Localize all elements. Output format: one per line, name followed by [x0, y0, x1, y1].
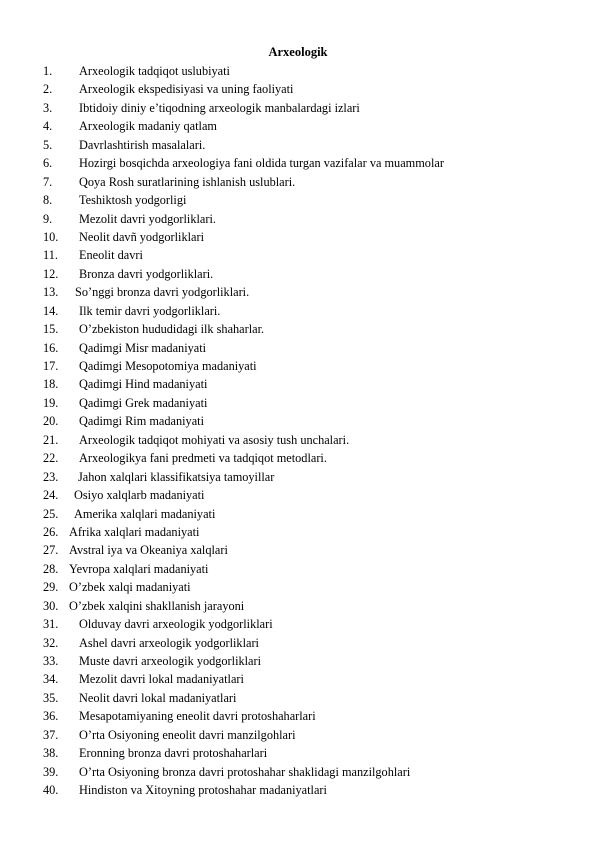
list-item-text: Mezolit davri lokal madaniyatlari — [79, 672, 244, 687]
list-item-text: Arxeologik tadqiqot mohiyati va asosiy tush unchalari. — [79, 432, 350, 447]
list-item — [43, 340, 563, 358]
list-item-number: 7. — [43, 174, 53, 189]
list-item — [43, 671, 563, 689]
list-item-number: 20. — [43, 414, 59, 429]
list-item-text: Muste davri arxeologik yodgorliklari — [79, 654, 262, 668]
list-item-text: Arxeologik tadqiqot uslubiyati — [79, 64, 230, 78]
list-item — [43, 469, 563, 487]
list-item — [43, 376, 563, 394]
list-item-number: 24. — [43, 488, 59, 503]
list-item-text: Arxeologikya fani predmeti va tadqiqot metodlari. — [79, 451, 327, 466]
list-item-number: 37. — [43, 727, 59, 742]
list-item — [43, 542, 563, 560]
list-item — [43, 579, 563, 597]
list-item — [43, 745, 563, 763]
list-item-text: Davrlashtirish masalalari. — [79, 137, 206, 152]
list-item — [43, 137, 563, 155]
list-item — [43, 229, 563, 247]
list-item-number: 11. — [43, 248, 58, 263]
list-item-text: O’rta Osiyoning eneolit davri manzilgohlari — [79, 727, 296, 742]
list-item-number: 18. — [43, 377, 59, 392]
list-item-text: Qadimgi Mesopotomiya madaniyati — [79, 359, 257, 373]
list-item-text: Qoya Rosh suratlarining ishlanish uslublari. — [79, 174, 296, 189]
list-item — [43, 708, 563, 726]
list-item — [43, 487, 563, 505]
list-item-number: 27. — [43, 543, 59, 558]
list-item-text: Qadimgi Misr madaniyati — [79, 340, 207, 355]
list-item — [43, 690, 563, 708]
list-item — [43, 395, 563, 413]
list-item-number: 15. — [43, 322, 59, 337]
list-item — [43, 616, 563, 634]
list-item — [43, 303, 563, 321]
list-item-number: 32. — [43, 635, 59, 650]
list-item-text: Bronza davri yodgorliklari. — [79, 266, 214, 281]
list-item-number: 21. — [43, 432, 59, 447]
list-item-number: 33. — [43, 654, 59, 668]
list-item-text: Mesapotamiyaning eneolit davri protoshaharlari — [79, 709, 316, 724]
list-item — [43, 782, 563, 800]
list-item-text: Hindiston va Xitoyning protoshahar madaniyatlari — [79, 783, 327, 798]
list-item-number: 9. — [43, 211, 53, 226]
list-item-text: So’nggi bronza davri yodgorliklari. — [75, 285, 250, 300]
list-item — [43, 81, 563, 99]
list-item-text: Ashel davri arxeologik yodgorliklari — [79, 635, 259, 650]
list-item-text: Neolit davñ yodgorliklari — [79, 229, 204, 244]
list-item-number: 31. — [43, 617, 59, 632]
list-item-number: 36. — [43, 709, 59, 724]
list-item — [43, 561, 563, 579]
list-item — [43, 506, 563, 524]
list-item — [43, 192, 563, 210]
list-item-text: O’rta Osiyoning bronza davri protoshahar shaklidagi manzilgohlari — [79, 764, 411, 779]
list-item-text: Avstral iya va Okeaniya xalqlari — [69, 543, 228, 558]
list-item-text: Qadimgi Grek madaniyati — [79, 395, 208, 410]
list-item-text: Mezolit davri yodgorliklari. — [79, 211, 216, 226]
list-item-text: Hozirgi bosqichda arxeologiya fani oldida turgan vazifalar va muammolar — [79, 156, 444, 171]
list-item — [43, 635, 563, 653]
list-item-text: Yevropa xalqlari madaniyati — [69, 561, 209, 576]
list-item-text: O’zbek xalqi madaniyati — [69, 580, 191, 595]
list-item-number: 34. — [43, 672, 59, 687]
list-item — [43, 284, 563, 302]
list-item-text: Osiyo xalqlarb madaniyati — [74, 488, 205, 503]
list-item-text: Neolit davri lokal madaniyatlari — [79, 690, 237, 705]
list-item — [43, 413, 563, 431]
list-item — [43, 155, 563, 173]
list-item-number: 29. — [43, 580, 59, 595]
list-item-number: 6. — [43, 156, 53, 171]
list-item-number: 2. — [43, 82, 53, 97]
list-item-text: Afrika xalqlari madaniyati — [69, 524, 200, 539]
list-item-number: 23. — [43, 469, 59, 484]
list-item-text: Qadimgi Rim madaniyati — [79, 414, 204, 429]
list-item-number: 39. — [43, 764, 59, 779]
list-item — [43, 266, 563, 284]
list-item — [43, 727, 563, 745]
list-item — [43, 63, 563, 81]
list-item-number: 4. — [43, 119, 53, 134]
list-item-text: Arxeologik ekspedisiyasi va uning faoliyati — [79, 82, 294, 97]
list-item-number: 22. — [43, 451, 59, 466]
list-item-text: Ilk temir davri yodgorliklari. — [79, 303, 221, 318]
question-list — [43, 63, 563, 801]
list-item-number: 8. — [43, 193, 53, 208]
list-item — [43, 100, 563, 118]
list-item — [43, 524, 563, 542]
list-item-number: 40. — [43, 783, 59, 798]
list-item — [43, 764, 563, 782]
list-item-text: Olduvay davri arxeologik yodgorliklari — [79, 617, 273, 632]
list-item-number: 25. — [43, 506, 59, 521]
list-item — [43, 432, 563, 450]
list-item-text: Ibtidoiy diniy e’tiqodning arxeologik manbalardagi izlari — [79, 100, 360, 115]
list-item-number: 14. — [43, 303, 59, 318]
list-item — [43, 174, 563, 192]
list-item — [43, 321, 563, 339]
list-item-text: Qadimgi Hind madaniyati — [79, 377, 208, 392]
list-item-number: 35. — [43, 690, 59, 705]
list-item-number: 13. — [43, 285, 59, 300]
list-item-text: Amerika xalqlari madaniyati — [74, 506, 216, 521]
list-item — [43, 118, 563, 136]
list-item — [43, 247, 563, 265]
list-item-number: 12. — [43, 266, 59, 281]
list-item-text: Eneolit davri — [79, 248, 143, 263]
list-item-number: 3. — [43, 100, 53, 115]
page-title: Arxeologik — [268, 45, 328, 59]
list-item-text: Eronning bronza davri protoshaharlari — [79, 746, 268, 761]
list-item-text: O’zbek xalqini shakllanish jarayoni — [69, 598, 245, 613]
list-item-number: 1. — [43, 64, 53, 78]
list-item-number: 17. — [43, 359, 59, 373]
list-item-number: 10. — [43, 229, 59, 244]
list-item — [43, 598, 563, 616]
list-item-number: 28. — [43, 561, 59, 576]
list-item-text: O’zbekiston hududidagi ilk shaharlar. — [79, 322, 265, 337]
list-item-text: Jahon xalqlari klassifikatsiya tamoyillar — [78, 469, 275, 484]
list-item — [43, 358, 563, 376]
list-item — [43, 450, 563, 468]
list-item-number: 19. — [43, 395, 59, 410]
list-item-number: 30. — [43, 598, 59, 613]
list-item-text: Arxeologik madaniy qatlam — [79, 119, 217, 134]
list-item-number: 16. — [43, 340, 59, 355]
list-item — [43, 211, 563, 229]
list-item-number: 5. — [43, 137, 53, 152]
list-item-number: 38. — [43, 746, 59, 761]
list-item — [43, 653, 563, 671]
list-item-text: Teshiktosh yodgorligi — [79, 193, 187, 208]
list-item-number: 26. — [43, 524, 59, 539]
